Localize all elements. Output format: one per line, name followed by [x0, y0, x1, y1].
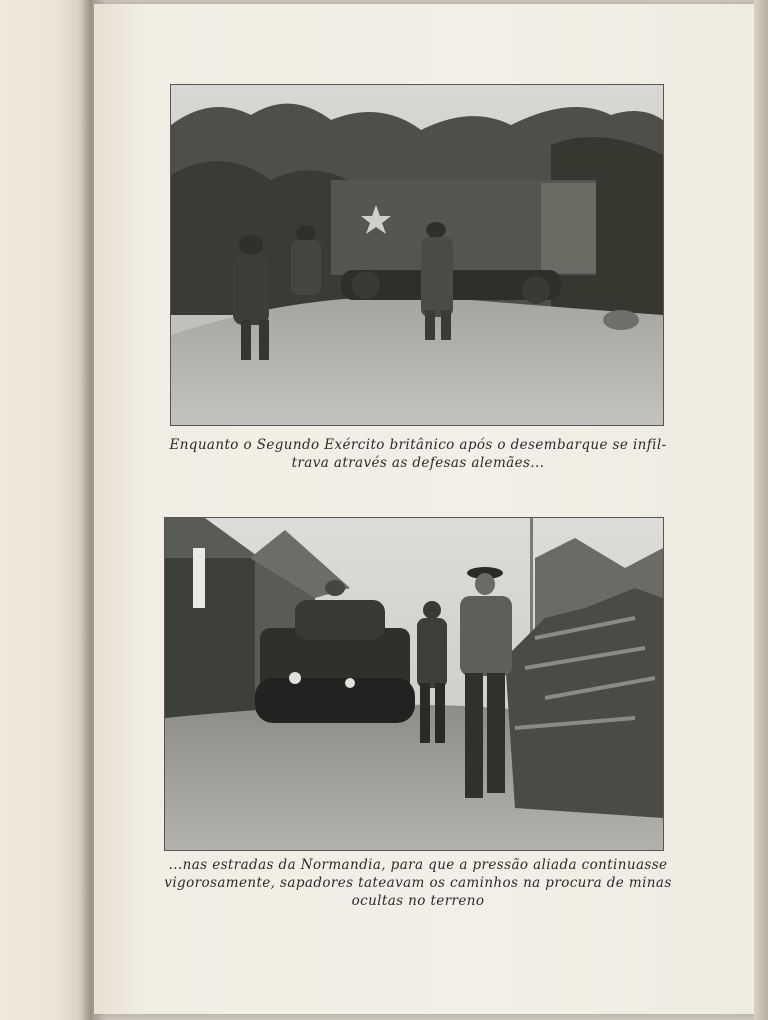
caption-top-line1: Enquanto o Segundo Exército britânico após o desembarque se infil-: [169, 437, 667, 453]
caption-bottom: [160, 856, 676, 910]
photo-tank-sappers: [164, 517, 664, 851]
caption-bottom-line2: vigorosamente, sapadores tateavam os caminhos na procura de minas: [164, 875, 672, 891]
photo-soldiers-halftrack: [170, 84, 664, 426]
caption-top-line2: trava através as defesas alemães...: [291, 455, 545, 471]
photo-tank-sappers-image: [165, 518, 663, 850]
page-edge: [754, 0, 768, 1020]
photo-soldiers-halftrack-image: [171, 85, 663, 425]
caption-bottom-line3: ocultas no terreno: [351, 893, 485, 909]
caption-bottom-line1: ...nas estradas da Normandia, para que a pressão aliada continuasse: [168, 857, 668, 873]
caption-top: [158, 436, 678, 472]
